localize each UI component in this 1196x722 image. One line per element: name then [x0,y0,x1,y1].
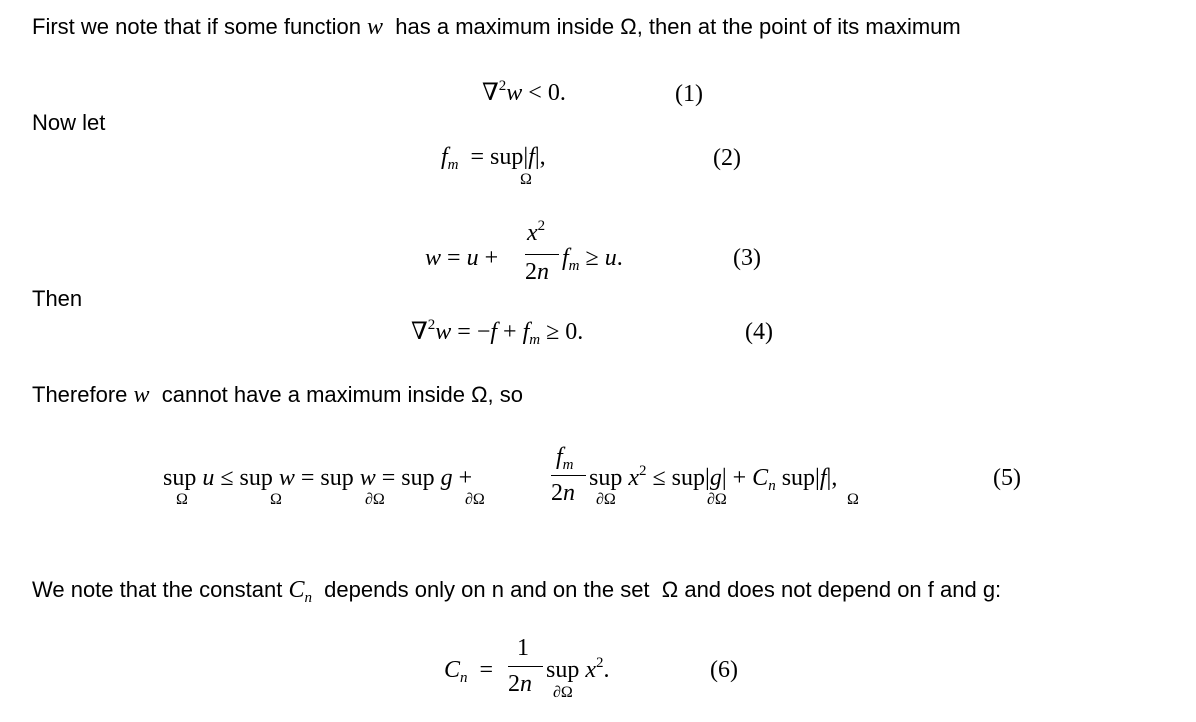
eq5-sub-2: Ω [270,491,282,508]
equation-2: $f_m = sup|f|$, [441,144,546,173]
eq5-sub-6: ∂Ω [707,491,727,508]
equation-3-number: (3) [733,245,761,271]
paragraph-5: We note that the constant $C_n$ depends only on n and on the set Ω and does not depend on f and g: [32,577,1002,606]
eq5-sub-3: ∂Ω [365,491,385,508]
equation-5-part2: sup $x^2 \le sup|g| + C_n$ sup|f|, [589,463,838,494]
eq5-sub-1: Ω [176,491,188,508]
equation-6-number: (6) [710,657,738,683]
eq6-sub: ∂Ω [553,684,573,701]
equation-5-fraction-bar [551,475,586,476]
equation-3-denominator: 2n [525,259,549,285]
equation-3-lhs: w = u + [425,245,499,271]
paragraph-1: First we note that if some function w has a maximum inside Ω, then at the point of its maximum [32,14,961,40]
equation-2-number: (2) [713,145,741,171]
equation-4: $\nabla^2w = -f + f_m \ge 0$. [411,317,584,348]
paragraph-4: Therefore w cannot have a maximum inside Ω, so [32,382,524,408]
equation-3-numerator: $x^2$ [527,218,546,246]
equation-6-denominator: 2n [508,671,532,697]
equation-6-fraction-bar [508,666,543,667]
equation-1: ∇$^2$w < 0. [482,78,566,106]
equation-3-fraction-bar [525,254,559,255]
equation-6-numerator: 1 [517,635,529,661]
equation-3-rhs: $f_m \ge u$. [562,245,623,274]
paragraph-3: Then [32,286,83,311]
equation-5-denominator: 2n [551,480,575,506]
equation-5-number: (5) [993,465,1021,491]
eq5-sub-4: ∂Ω [465,491,485,508]
eq5-sub-7: Ω [847,491,859,508]
equation-2-subscript: Ω [520,171,532,188]
equation-6-rhs: sup $x^2$. [546,655,610,683]
equation-1-number: (1) [675,81,703,107]
paragraph-2: Now let [32,110,106,135]
equation-6-lhs: $C_n$ = [444,657,494,686]
equation-5-part1: sup u ≤ sup w = sup w = sup g + [163,465,473,491]
eq5-sub-5: ∂Ω [596,491,616,508]
equation-4-number: (4) [745,319,773,345]
equation-5-numerator: $f_m$ [556,444,574,473]
